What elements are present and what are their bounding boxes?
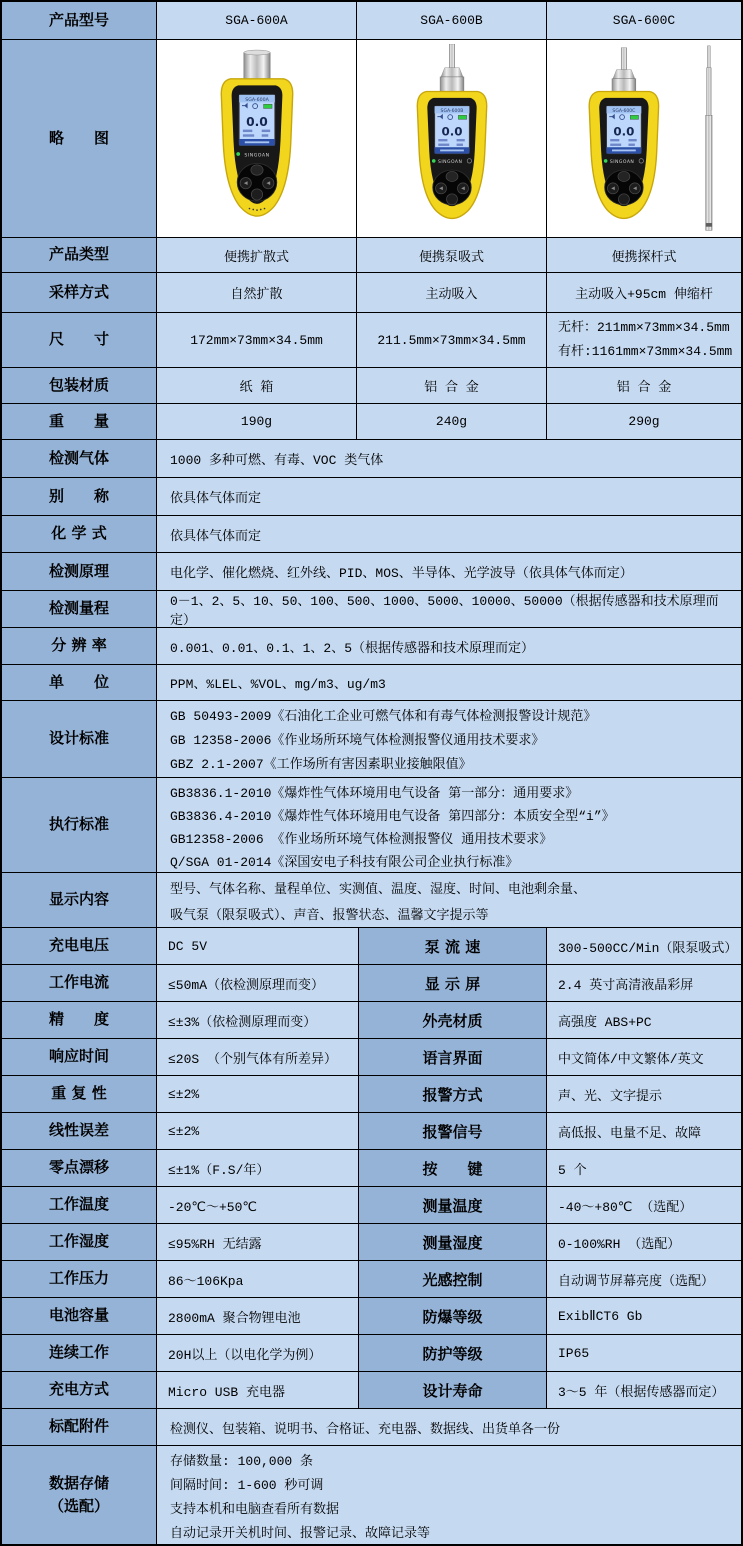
accessory-row-value: 检测仪、包装箱、说明书、合格证、充电器、数据线、出货单各一份 bbox=[157, 1409, 741, 1445]
spec-pair-row-continuous-working bbox=[2, 1334, 741, 1371]
spec-value: 86～106Kpa bbox=[157, 1261, 359, 1297]
model-a: SGA-600A bbox=[157, 2, 357, 39]
spec-value: 高低报、电量不足、故障 bbox=[547, 1113, 741, 1149]
spec-label: 充电方式 bbox=[2, 1372, 157, 1408]
executive-standard-label: 执行标准 bbox=[2, 778, 157, 872]
svg-text:SGA-600C: SGA-600C bbox=[612, 108, 636, 114]
executive-standard-line: GB3836.4-2010《爆炸性气体环境用电气设备 第四部分：本质安全型“i”》 bbox=[170, 809, 615, 824]
spec-label: 零点漂移 bbox=[2, 1150, 157, 1186]
packing-row-label: 包装材质 bbox=[2, 368, 157, 403]
spec-label: 设计寿命 bbox=[359, 1372, 547, 1408]
type-row bbox=[2, 237, 741, 272]
sketch-row bbox=[2, 39, 741, 237]
spec-label: 显 示 屏 bbox=[359, 965, 547, 1001]
spec-pair-row-battery-capacity bbox=[2, 1297, 741, 1334]
spec-label: 线性误差 bbox=[2, 1113, 157, 1149]
svg-text:SINGOAN: SINGOAN bbox=[609, 159, 635, 165]
sampling-a: 自然扩散 bbox=[157, 273, 357, 312]
spec-label: 报警信号 bbox=[359, 1113, 547, 1149]
executive-standard-row bbox=[2, 777, 741, 872]
spec-pair-row-working-pressure bbox=[2, 1260, 741, 1297]
spec-value: 声、光、文字提示 bbox=[547, 1076, 741, 1112]
size-row bbox=[2, 312, 741, 367]
gas-row bbox=[2, 439, 741, 477]
spec-label: 防护等级 bbox=[359, 1335, 547, 1371]
formula-row-label: 化 学 式 bbox=[2, 516, 157, 552]
resolution-row bbox=[2, 627, 741, 664]
spec-label: 外壳材质 bbox=[359, 1002, 547, 1038]
design-standard-line: GB 12358-2006《作业场所环境气体检测报警仪通用技术要求》 bbox=[170, 733, 545, 748]
display-content-value bbox=[157, 873, 741, 927]
spec-value: 高强度 ABS+PC bbox=[547, 1002, 741, 1038]
spec-label: 响应时间 bbox=[2, 1039, 157, 1075]
spec-value: 2.4 英寸高清液晶彩屏 bbox=[547, 965, 741, 1001]
spec-value: ≤±3%（依检测原理而变） bbox=[157, 1002, 359, 1038]
product-image-sga600b bbox=[357, 40, 547, 237]
spec-pair-row-charge-voltage bbox=[2, 927, 741, 964]
sampling-row bbox=[2, 272, 741, 312]
spec-value: IP65 bbox=[547, 1335, 741, 1371]
data-storage-value bbox=[157, 1446, 741, 1544]
spec-value: 中文简体/中文繁体/英文 bbox=[547, 1039, 741, 1075]
display-content-label: 显示内容 bbox=[2, 873, 157, 927]
design-standard-row bbox=[2, 700, 741, 777]
product-image-sga600a bbox=[157, 40, 357, 237]
type-b: 便携泵吸式 bbox=[357, 238, 547, 272]
device-c-illustration bbox=[564, 44, 724, 234]
telescopic-rod-illustration bbox=[706, 45, 712, 230]
packing-a: 纸 箱 bbox=[157, 368, 357, 403]
spec-value: ≤95%RH 无结露 bbox=[157, 1224, 359, 1260]
spec-value: 5 个 bbox=[547, 1150, 741, 1186]
spec-pair-row-accuracy bbox=[2, 1001, 741, 1038]
spec-value: -20℃～+50℃ bbox=[157, 1187, 359, 1223]
svg-text:SINGOAN: SINGOAN bbox=[437, 159, 462, 165]
spec-value: 0-100%RH （选配） bbox=[547, 1224, 741, 1260]
device-b-illustration bbox=[388, 44, 516, 234]
data-storage-line: 间隔时间: 1-600 秒可调 bbox=[170, 1478, 324, 1493]
executive-standard-line: Q/SGA 01-2014《深国安电子科技有限公司企业执行标准》 bbox=[170, 855, 519, 870]
spec-label: 工作温度 bbox=[2, 1187, 157, 1223]
unit-row-label: 单 位 bbox=[2, 665, 157, 700]
spec-value: ≤20S （个别气体有所差异） bbox=[157, 1039, 359, 1075]
size-a: 172mm×73mm×34.5mm bbox=[157, 313, 357, 367]
spec-label: 防爆等级 bbox=[359, 1298, 547, 1334]
svg-text:0.0: 0.0 bbox=[613, 123, 635, 138]
principle-row-label: 检测原理 bbox=[2, 553, 157, 590]
size-c bbox=[547, 313, 741, 367]
sampling-row-label: 采样方式 bbox=[2, 273, 157, 312]
model-c: SGA-600C bbox=[547, 2, 741, 39]
spec-label: 报警方式 bbox=[359, 1076, 547, 1112]
data-storage-label bbox=[2, 1446, 157, 1544]
svg-text:SGA-600A: SGA-600A bbox=[244, 97, 269, 103]
executive-standard-line: GB12358-2006 《作业场所环境气体检测报警仪 通用技术要求》 bbox=[170, 832, 553, 847]
accessory-row bbox=[2, 1408, 741, 1445]
type-row-label: 产品类型 bbox=[2, 238, 157, 272]
range-row bbox=[2, 590, 741, 627]
spec-value: ≤±2% bbox=[157, 1076, 359, 1112]
spec-pair-row-working-temperature bbox=[2, 1186, 741, 1223]
spec-value: ≤50mA（依检测原理而变） bbox=[157, 965, 359, 1001]
size-c-line2: 有杆:1161mm×73mm×34.5mm bbox=[558, 344, 733, 359]
spec-pair-row-linearity-error bbox=[2, 1112, 741, 1149]
weight-row-label: 重 量 bbox=[2, 404, 157, 439]
executive-standard-value bbox=[157, 778, 741, 872]
data-storage-label-line2: （选配） bbox=[48, 1497, 109, 1515]
spec-label: 测量湿度 bbox=[359, 1224, 547, 1260]
spec-label: 工作压力 bbox=[2, 1261, 157, 1297]
spec-value: 300-500CC/Min（限泵吸式） bbox=[547, 928, 741, 964]
weight-row bbox=[2, 403, 741, 439]
spec-label: 光感控制 bbox=[359, 1261, 547, 1297]
spec-pair-row-zero-drift bbox=[2, 1149, 741, 1186]
principle-row bbox=[2, 552, 741, 590]
svg-text:0.0: 0.0 bbox=[245, 114, 268, 129]
spec-label: 电池容量 bbox=[2, 1298, 157, 1334]
size-c-line1: 无杆：211mm×73mm×34.5mm bbox=[558, 320, 730, 335]
model-row bbox=[2, 2, 741, 39]
packing-row bbox=[2, 367, 741, 403]
unit-row bbox=[2, 664, 741, 700]
alias-row bbox=[2, 477, 741, 515]
display-content-line: 吸气泵（限泵吸式）、声音、报警状态、温馨文字提示等 bbox=[170, 908, 489, 923]
spec-label: 重 复 性 bbox=[2, 1076, 157, 1112]
spec-pair-row-working-current bbox=[2, 964, 741, 1001]
data-storage-line: 存储数量: 100,000 条 bbox=[170, 1454, 314, 1469]
spec-value: ≤±2% bbox=[157, 1113, 359, 1149]
weight-c: 290g bbox=[547, 404, 741, 439]
design-standard-label: 设计标准 bbox=[2, 701, 157, 777]
data-storage-line: 支持本机和电脑查看所有数据 bbox=[170, 1502, 340, 1517]
spec-label: 测量温度 bbox=[359, 1187, 547, 1223]
data-storage-line: 自动记录开关机时间、报警记录、故障记录等 bbox=[170, 1526, 431, 1541]
svg-text:SGA-600B: SGA-600B bbox=[440, 108, 463, 114]
display-content-line: 型号、气体名称、量程单位、实测值、温度、湿度、时间、电池剩余量、 bbox=[170, 882, 587, 897]
spec-value: 3～5 年（根据传感器而定） bbox=[547, 1372, 741, 1408]
spec-label: 充电电压 bbox=[2, 928, 157, 964]
model-row-label: 产品型号 bbox=[2, 2, 157, 39]
sampling-c: 主动吸入+95cm 伸缩杆 bbox=[547, 273, 741, 312]
weight-b: 240g bbox=[357, 404, 547, 439]
spec-pair-row-working-humidity bbox=[2, 1223, 741, 1260]
accessory-row-label: 标配附件 bbox=[2, 1409, 157, 1445]
spec-value: 自动调节屏幕亮度（选配） bbox=[547, 1261, 741, 1297]
type-c: 便携探杆式 bbox=[547, 238, 741, 272]
display-content-row bbox=[2, 872, 741, 927]
spec-pair-row-repeatability bbox=[2, 1075, 741, 1112]
design-standard-value bbox=[157, 701, 741, 777]
alias-row-value: 依具体气体而定 bbox=[157, 478, 741, 515]
spec-label: 语言界面 bbox=[359, 1039, 547, 1075]
spec-value: ExibⅡCT6 Gb bbox=[547, 1298, 741, 1334]
weight-a: 190g bbox=[157, 404, 357, 439]
spec-label: 泵 流 速 bbox=[359, 928, 547, 964]
data-storage-label-line1: 数据存储 bbox=[48, 1473, 109, 1492]
data-storage-row bbox=[2, 1445, 741, 1544]
svg-text:SINGOAN: SINGOAN bbox=[243, 152, 270, 158]
spec-value: DC 5V bbox=[157, 928, 359, 964]
principle-row-value: 电化学、催化燃烧、红外线、PID、MOS、半导体、光学波导（依具体气体而定） bbox=[157, 553, 741, 590]
model-b: SGA-600B bbox=[357, 2, 547, 39]
spec-label: 按 键 bbox=[359, 1150, 547, 1186]
sampling-b: 主动吸入 bbox=[357, 273, 547, 312]
product-image-sga600c bbox=[547, 40, 741, 237]
range-row-value: 0－1、2、5、10、50、100、500、1000、5000、10000、50000（根据传感器和技术原理而定） bbox=[157, 591, 741, 627]
spec-label: 工作湿度 bbox=[2, 1224, 157, 1260]
spec-pair-row-charging-method bbox=[2, 1371, 741, 1408]
size-row-label: 尺 寸 bbox=[2, 313, 157, 367]
gas-row-value: 1000 多种可燃、有毒、VOC 类气体 bbox=[157, 440, 741, 477]
formula-row bbox=[2, 515, 741, 552]
sketch-row-label: 略 图 bbox=[2, 40, 157, 237]
packing-b: 铝 合 金 bbox=[357, 368, 547, 403]
spec-value: -40～+80℃ （选配） bbox=[547, 1187, 741, 1223]
range-row-label: 检测量程 bbox=[2, 591, 157, 627]
spec-label: 精 度 bbox=[2, 1002, 157, 1038]
packing-c: 铝 合 金 bbox=[547, 368, 741, 403]
spec-label: 连续工作 bbox=[2, 1335, 157, 1371]
design-standard-line: GBZ 2.1-2007《工作场所有害因素职业接触限值》 bbox=[170, 757, 472, 772]
gas-row-label: 检测气体 bbox=[2, 440, 157, 477]
design-standard-line: GB 50493-2009《石油化工企业可燃气体和有毒气体检测报警设计规范》 bbox=[170, 709, 597, 724]
unit-row-value: PPM、%LEL、%VOL、mg/m3、ug/m3 bbox=[157, 665, 741, 700]
spec-value: Micro USB 充电器 bbox=[157, 1372, 359, 1408]
device-a-illustration bbox=[191, 45, 323, 233]
spec-value: ≤±1%（F.S/年） bbox=[157, 1150, 359, 1186]
spec-label: 工作电流 bbox=[2, 965, 157, 1001]
alias-row-label: 别 称 bbox=[2, 478, 157, 515]
spec-value: 2800mA 聚合物锂电池 bbox=[157, 1298, 359, 1334]
resolution-row-value: 0.001、0.01、0.1、1、2、5（根据传感器和技术原理而定） bbox=[157, 628, 741, 664]
spec-pair-row-response-time bbox=[2, 1038, 741, 1075]
size-b: 211.5mm×73mm×34.5mm bbox=[357, 313, 547, 367]
spec-value: 20H以上（以电化学为例） bbox=[157, 1335, 359, 1371]
svg-text:0.0: 0.0 bbox=[440, 123, 463, 138]
executive-standard-line: GB3836.1-2010《爆炸性气体环境用电气设备 第一部分：通用要求》 bbox=[170, 786, 579, 801]
formula-row-value: 依具体气体而定 bbox=[157, 516, 741, 552]
resolution-row-label: 分 辨 率 bbox=[2, 628, 157, 664]
type-a: 便携扩散式 bbox=[157, 238, 357, 272]
